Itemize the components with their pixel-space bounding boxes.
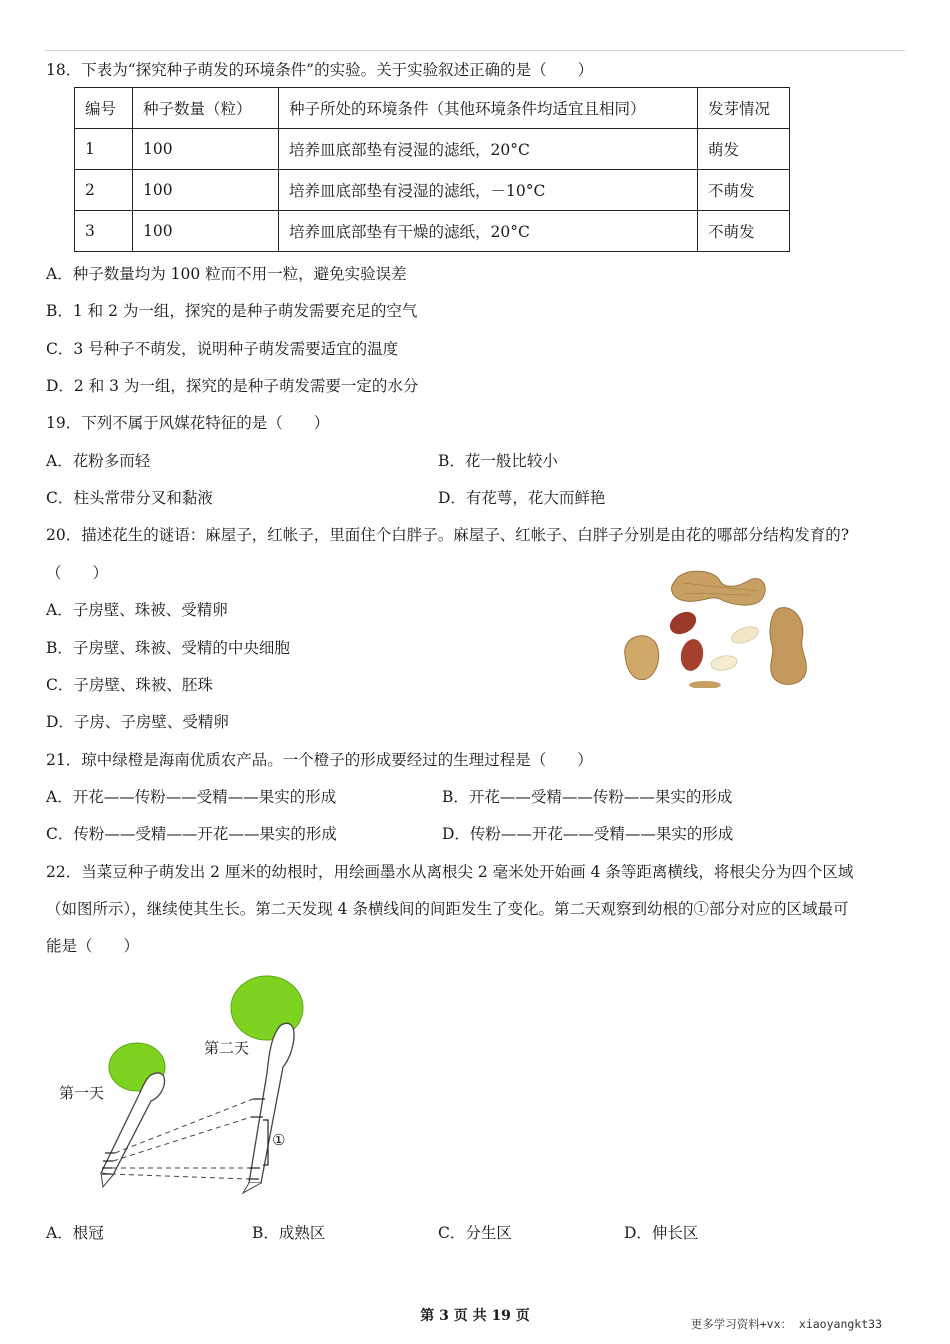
table-row [75,211,790,252]
q22-option-c[interactable]: C．分生区 [438,1224,512,1242]
table-cell: 100 [133,170,279,211]
q21-option-a[interactable]: A．开花——传粉——受精——果实的形成 [46,788,337,806]
q22-stem-line-1: 22．当菜豆种子萌发出 2 厘米的幼根时，用绘画墨水从离根尖 2 毫米处开始画 4 条等距离横线，将根尖分为四个区域 [46,863,854,881]
top-rule [45,50,905,51]
q22-stem-line-3: 能是（ ） [46,937,140,955]
table-cell: 2 [75,170,133,211]
q21-stem: 21．琼中绿橙是海南优质农产品。一个橙子的形成要经过的生理过程是（ ） [46,751,593,769]
table-row [75,170,790,211]
q20-stem-cont: （ ） [46,564,109,582]
experiment-table [74,87,790,252]
q18-option-d[interactable]: D．2 和 3 为一组，探究的是种子萌发需要一定的水分 [46,377,419,395]
table-cell: 100 [133,211,279,252]
root-growth-figure [55,975,305,1200]
q18-option-a[interactable]: A．种子数量均为 100 粒而不用一粒，避免实验误差 [46,265,407,283]
table-cell: 培养皿底部垫有浸湿的滤纸，20°C [279,129,698,170]
table-cell: 100 [133,129,279,170]
q19-stem: 19．下列不属于风媒花特征的是（ ） [46,414,330,432]
table-cell: 1 [75,129,133,170]
q20-option-a[interactable]: A．子房壁、珠被、受精卵 [46,601,228,619]
q20-option-b[interactable]: B．子房壁、珠被、受精的中央细胞 [46,639,290,657]
footer-note: 更多学习资料+vx： xiaoyangkt33 [690,1317,882,1331]
table-header: 种子所处的环境条件（其他环境条件均适宜且相同） [279,88,698,129]
table-header-row [75,88,790,129]
table-header: 种子数量（粒） [133,88,279,129]
table-row [75,129,790,170]
q19-option-c[interactable]: C．柱头常带分叉和黏液 [46,489,213,507]
table-cell: 培养皿底部垫有干燥的滤纸，20°C [279,211,698,252]
region-marker: ① [272,1131,286,1149]
q18-option-b[interactable]: B．1 和 2 为一组，探究的是种子萌发需要充足的空气 [46,302,418,320]
q22-option-b[interactable]: B．成熟区 [252,1224,326,1242]
q19-option-a[interactable]: A．花粉多而轻 [46,452,151,470]
page-number: 第 3 页 共 19 页 [420,1308,530,1324]
q20-option-c[interactable]: C．子房壁、珠被、胚珠 [46,676,213,694]
table-header: 编号 [75,88,133,129]
q20-option-d[interactable]: D．子房、子房壁、受精卵 [46,713,229,731]
q22-stem-line-2: （如图所示），继续使其生长。第二天发现 4 条横线间的间距发生了变化。第二天观察到幼根的①部分对应的区域最可 [46,900,849,918]
table-header: 发芽情况 [698,88,790,129]
q19-option-b[interactable]: B．花一般比较小 [438,452,558,470]
table-cell: 萌发 [698,129,790,170]
q18-stem: 18．下表为“探究种子萌发的环境条件”的实验。关于实验叙述正确的是（ ） [46,61,594,79]
table-cell: 不萌发 [698,211,790,252]
peanut-image [620,563,810,688]
q19-option-d[interactable]: D．有花萼，花大而鲜艳 [438,489,606,507]
table-cell: 3 [75,211,133,252]
q21-option-d[interactable]: D．传粉——开花——受精——果实的形成 [442,825,734,843]
q22-option-d[interactable]: D．伸长区 [624,1224,699,1242]
q18-option-c[interactable]: C．3 号种子不萌发，说明种子萌发需要适宜的温度 [46,340,399,358]
table-cell: 不萌发 [698,170,790,211]
q22-option-a[interactable]: A．根冠 [46,1224,104,1242]
q21-option-b[interactable]: B．开花——受精——传粉——果实的形成 [442,788,733,806]
day2-label: 第二天 [204,1039,250,1057]
table-cell: 培养皿底部垫有浸湿的滤纸，－10°C [279,170,698,211]
q20-stem: 20．描述花生的谜语：麻屋子，红帐子，里面住个白胖子。麻屋子、红帐子、白胖子分别是由花的哪部分结构发育的? [46,526,850,544]
q21-option-c[interactable]: C．传粉——受精——开花——果实的形成 [46,825,337,843]
day1-label: 第一天 [59,1084,105,1102]
